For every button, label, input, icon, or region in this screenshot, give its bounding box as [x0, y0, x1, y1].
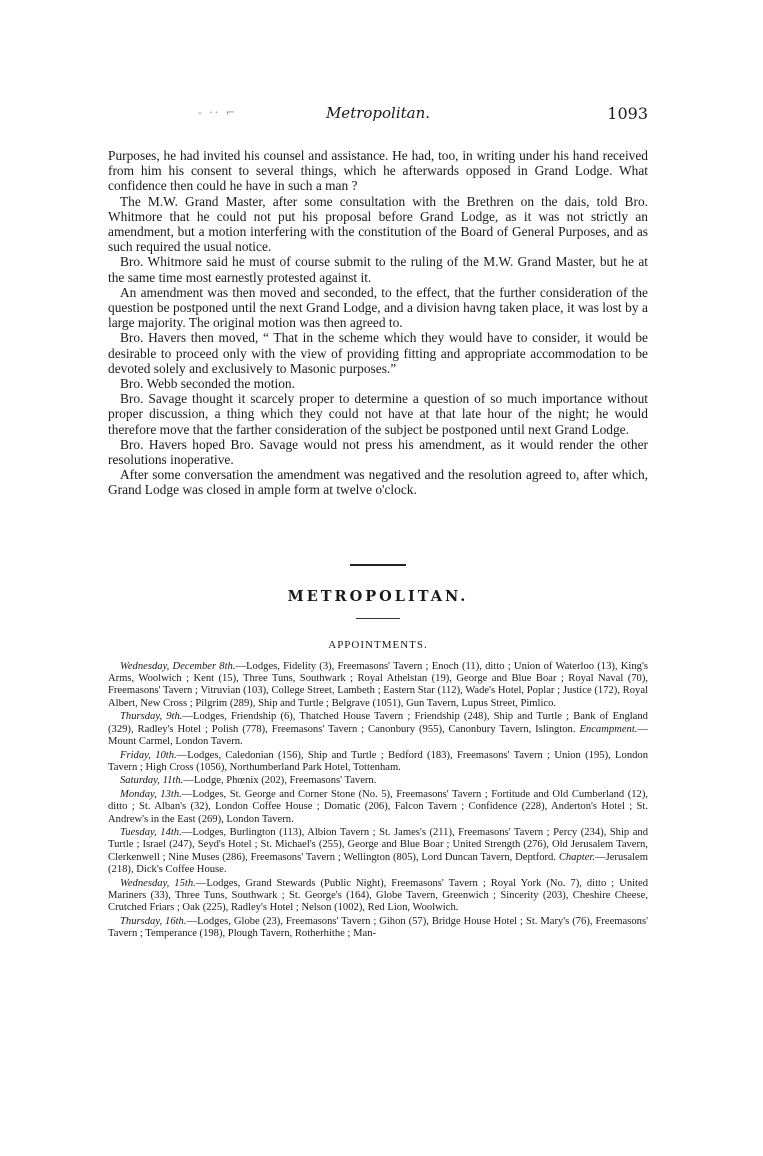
- page-number: 1093: [607, 104, 648, 123]
- appointment-text: —Lodge, Phœnix (202), Freemasons' Tavern.: [183, 775, 377, 787]
- appointment-day: Friday, 10th.: [120, 749, 177, 761]
- paragraph: After some conversation the amendment was negatived and the resolution agreed to, after which, Grand Lodge was closed in ample form at twelve o'clock.: [108, 467, 648, 498]
- document-page: [108, 104, 648, 942]
- appointment-day: Thursday, 9th.: [120, 711, 183, 723]
- appointment-entry: [108, 750, 648, 775]
- paragraph: Bro. Whitmore said he must of course submit to the ruling of the M.W. Grand Master, but he at the same time most earnestly protested against it.: [108, 254, 648, 285]
- section-divider: [350, 564, 406, 566]
- appointment-text: —Lodges, Fidelity (3), Freemasons' Tavern ; Enoch (11), ditto ; Union of Waterloo (13), King's Arms, Woolwich ; Kent (15), Three Tuns, Southwark ; Royal Athelstan (19), George and Blue Boar ; Royal Naval (70), Freemasons' Tavern ; Vitruvian (103), College Street, Lambeth ; Eastern Star (112), Wade's Hotel, Poplar ; Justice (172), Royal Albert, New Cross ; Pilgrim (289), Ship and Turtle ; Belgrave (1051), Gun Tavern, Lupus Street, Pimlico.: [108, 660, 648, 709]
- paragraph: Bro. Savage thought it scarcely proper to determine a question of so much importance without proper discussion, a thing which they could not have at that late hour of the night; he would therefore move that the farther consideration of the subject be postponed until next Grand Lodge.: [108, 391, 648, 437]
- header-mark: - ·· ⌐: [198, 106, 237, 119]
- appointment-entry: [108, 711, 648, 748]
- appointment-entry: [108, 661, 648, 711]
- paragraph: An amendment was then moved and seconded, to the effect, that the further consideration of the question be postponed until the next Grand Lodge, and a division havng taken place, it was lost by a large majority. The original motion was then agreed to.: [108, 284, 648, 331]
- paragraph: The M.W. Grand Master, after some consultation with the Brethren on the dais, told Bro. Whitmore that he could not put his proposal before Grand Lodge, as it was not strictly an amendment, but a motion interfering with the constitution of the Board of General Purposes, and as such required the usual notice.: [108, 193, 648, 255]
- appointment-chapter-label: Encampment.: [579, 723, 638, 735]
- appointment-chapter-label: Chapter.: [558, 851, 596, 863]
- appointment-chapter-text: —Mount Carmel, London Tavern.: [108, 723, 649, 748]
- paragraph: Purposes, he had invited his counsel and assistance. He had, too, in writing under his hand received from him his consent to several things, which he afterwards opposed in Grand Lodge. What confidence then could he have in such a man ?: [108, 148, 648, 194]
- appointment-text: —Lodges, Friendship (6), Thatched House Tavern ; Friendship (248), Ship and Turtle ; Bank of England (329), Radley's Hotel ; Polish (778), Freemasons' Tavern ; Canonbury (955), Canonbury Tavern, Islington.: [108, 711, 648, 735]
- appointment-chapter-text: —Jerusalem (218), Dick's Coffee House.: [108, 851, 648, 876]
- report-body: [108, 148, 648, 498]
- paragraph: Bro. Havers hoped Bro. Savage would not press his amendment, as it would render the other resolutions inoperative.: [108, 436, 648, 468]
- appointment-entry: [108, 878, 648, 915]
- title-underline: [356, 618, 400, 619]
- appointment-day: Saturday, 11th.: [120, 775, 184, 787]
- appointment-text: —Lodges, Burlington (113), Albion Tavern ; St. James's (211), Freemasons' Tavern ; Percy (234), Ship and Turtle ; Israel (247), Seyd's Hotel ; St. Michael's (255), George and Blue Boar ; United Strength (276), Old Jerusalem Tavern, Clerkenwell ; Nine Muses (286), Freemasons' Tavern ; Wellington (805), Lord Duncan Tavern, Deptford.: [108, 826, 649, 863]
- appointment-text: —Lodges, Grand Stewards (Public Night), Freemasons' Tavern ; Royal York (No. 7), ditto ; United Mariners (33), Three Tuns, Southwark ; St. George's (164), Globe Tavern, Greenwich ; Sincerity (203), Cheshire Cheese, Crutched Friars ; Oak (225), Radley's Hotel ; Nelson (1002), Red Lion, Woolwich.: [108, 877, 648, 914]
- appointment-entry: [108, 789, 648, 826]
- appointment-day: Wednesday, 15th.: [120, 877, 196, 889]
- running-title: Metropolitan.: [325, 104, 431, 122]
- appointment-entry: [108, 827, 648, 877]
- appointment-day: Wednesday, December 8th.: [120, 660, 236, 672]
- appointment-text: —Lodges, Caledonian (156), Ship and Turtle ; Bedford (183), Freemasons' Tavern ; Union (195), London Tavern ; High Cross (1056), Northumberland Park Hotel, Tottenham.: [108, 749, 649, 773]
- section-title: METROPOLITAN.: [287, 587, 469, 605]
- appointment-entry: [108, 916, 648, 941]
- appointment-day: Monday, 13th.: [120, 788, 182, 800]
- appointment-text: —Lodges, St. George and Corner Stone (No. 5), Freemasons' Tavern ; Fortitude and Old Cumberland (12), ditto ; St. Alban's (32), London Coffee House ; Domatic (206), Falcon Tavern ; Confidence (228), Anderton's Hotel ; St. Andrew's in the East (269), London Tavern.: [108, 788, 648, 825]
- paragraph: Bro. Webb seconded the motion.: [120, 376, 295, 392]
- running-header: [108, 104, 648, 130]
- appointment-day: Thursday, 16th.: [120, 915, 187, 927]
- appointment-day: Tuesday, 14th.: [120, 826, 182, 838]
- appointment-text: —Lodges, Globe (23), Freemasons' Tavern ; Gihon (57), Bridge House Hotel ; St. Mary's (76), Freemasons' Tavern ; Temperance (198), Plough Tavern, Rotherhithe ; Man-: [108, 915, 648, 940]
- appointments-heading: APPOINTMENTS.: [328, 638, 428, 651]
- paragraph: Bro. Havers then moved, “ That in the scheme which they would have to consider, it would be desirable to proceed only with the view of providing fitting and appropriate accommodation to be devoted solely and exclusively to Masonic purposes.”: [108, 330, 648, 376]
- appointments-list: [108, 661, 648, 941]
- appointment-entry: [108, 775, 648, 787]
